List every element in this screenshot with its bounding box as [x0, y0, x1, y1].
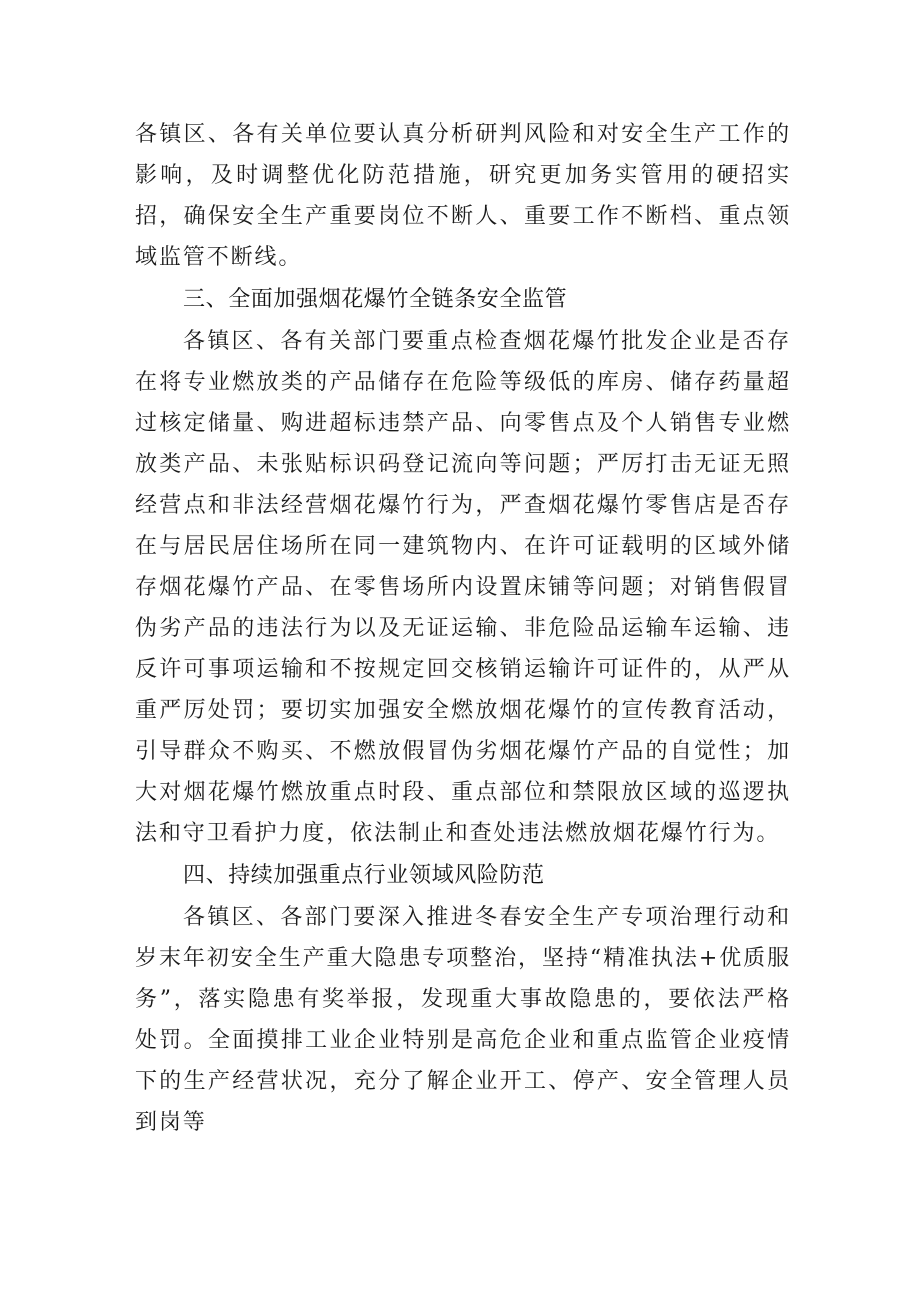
document-body [135, 114, 791, 1143]
section-heading-4: 四、持续加强重点行业领域风险防范 [183, 863, 545, 888]
paragraph-continuation: 各镇区、各有关单位要认真分析研判风险和对安全生产工作的影响，及时调整优化防范措施，研究更加务实管用的硬招实招，确保安全生产重要岗位不断人、重要工作不断档、重点领域监管不断线。 [135, 122, 791, 270]
paragraph-risk-prevention: 各镇区、各部门要深入推进冬春安全生产专项治理行动和岁末年初安全生产重大隐患专项整治，坚持“精准执法+优质服务”，落实隐患有奖举报，发现重大事故隐患的，要依法严格处罚。全面摸排工业企业特别是高危企业和重点监管企业疫情下的生产经营状况，充分了解企业开工、停产、安全管理人员到岗等 [135, 905, 791, 1135]
paragraph-fireworks-supervision: 各镇区、各有关部门要重点检查烟花爆竹批发企业是否存在将专业燃放类的产品储存在危险等级低的库房、储存药量超过核定储量、购进超标违禁产品、向零售点及个人销售专业燃放类产品、未张贴标识码登记流向等问题；严厉打击无证无照经营点和非法经营烟花爆竹行为，严查烟花爆竹零售店是否存在与居民居住场所在同一建筑物内、在许可证载明的区域外储存烟花爆竹产品、在零售场所内设置床铺等问题；对销售假冒伪劣产品的违法行为以及无证运输、非危险品运输车运输、违反许可事项运输和不按规定回交核销运输许可证件的，从严从重严厉处罚；要切实加强安全燃放烟花爆竹的宣传教育活动，引导群众不购买、不燃放假冒伪劣烟花爆竹产品的自觉性；加大对烟花爆竹燃放重点时段、重点部位和禁限放区域的巡逻执法和守卫看护力度，依法制止和查处违法燃放烟花爆竹行为。 [135, 329, 791, 846]
section-heading-3: 三、全面加强烟花爆竹全链条安全监管 [183, 287, 568, 312]
